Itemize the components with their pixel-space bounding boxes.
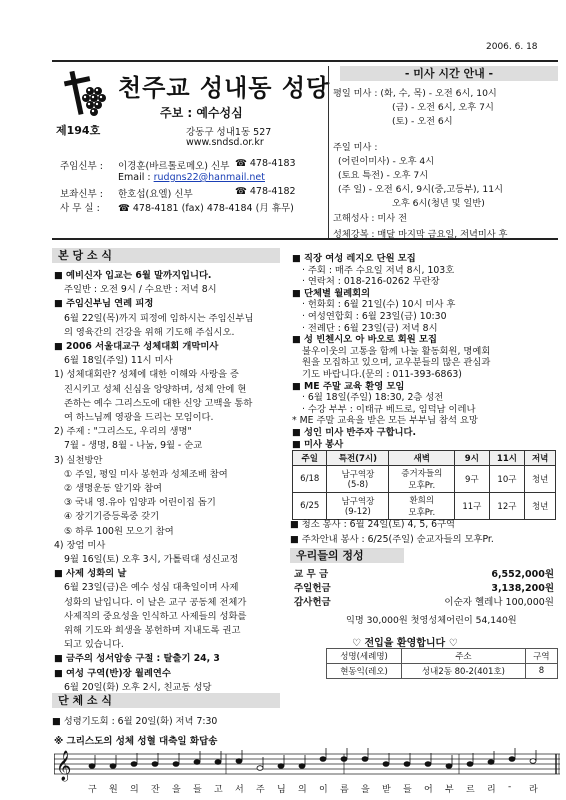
news-line: · 여성연합회 : 6월 23일(금) 10:30 xyxy=(302,311,447,322)
service-row xyxy=(293,466,556,493)
news-line: ■ 성 빈첸시오 아 바오로 회원 모집 xyxy=(292,334,437,346)
mass-time-line: 오후 6시(청년 및 일반) xyxy=(392,198,485,209)
mass-time-line: (토) - 오전 6시 xyxy=(392,116,453,127)
music-note-icon xyxy=(215,760,221,765)
welcome-header-cell: 주소 xyxy=(402,649,526,664)
offering-label: 주일헌금 xyxy=(294,583,331,594)
news-line: ■ 금주의 성서암송 구절 : 탈출기 24, 3 xyxy=(54,653,220,665)
offering-value: 6,552,000원 xyxy=(491,569,554,580)
news-line: ■ 단체별 월례회의 xyxy=(292,287,371,299)
lyric-syllable: 어 xyxy=(424,785,433,795)
welcome-title: ♡ 전입을 환영합니다 ♡ xyxy=(352,638,458,649)
lyric-syllable: 고 xyxy=(214,785,223,795)
cleaning-service: ■ 청소 봉사 : 6월 24일(토) 4, 5, 6구역 xyxy=(290,519,456,530)
lyric-syllable: 들 xyxy=(403,785,412,795)
news-line: ■ 여성 구역(반)장 월례연수 xyxy=(54,667,171,679)
offering-label: 감사헌금 xyxy=(294,597,331,608)
service-cell: 6/18 xyxy=(293,466,327,493)
music-note-icon xyxy=(236,759,242,764)
welcome-table xyxy=(326,648,558,679)
parish-address: 강동구 성내1동 527 xyxy=(186,127,272,138)
music-note-icon xyxy=(89,764,95,769)
assistant-row xyxy=(60,186,296,200)
music-note-icon xyxy=(446,764,452,769)
offering-header: 우리들의 정성 xyxy=(290,548,404,563)
offering-row xyxy=(292,566,556,580)
service-header-cell: 9시 xyxy=(455,451,489,466)
pastor-row xyxy=(60,158,296,172)
lyric-syllable: 을 xyxy=(172,785,181,795)
news-line: ① 주일, 평일 미사 봉헌과 성체조배 참여 xyxy=(64,468,228,480)
welcome-cell: 현동익(레오) xyxy=(327,664,402,679)
news-line: * ME 주말 교육을 받은 모든 부부님 참석 요망 xyxy=(292,415,478,427)
service-header-cell: 저녁 xyxy=(525,451,556,466)
email-row xyxy=(118,172,265,183)
lyric-syllable: 원 xyxy=(109,785,118,795)
music-note-icon xyxy=(194,760,200,765)
mass-time-line: 평일 미사 : (화, 수, 목) - 오전 6시, 10시 xyxy=(333,88,497,99)
offering-value: 3,138,200원 xyxy=(491,583,554,594)
news-line: ■ 직장 여성 레지오 단원 모집 xyxy=(292,253,416,264)
lyric-syllable: - xyxy=(508,782,512,792)
office-label: 사 무 실 : xyxy=(60,203,100,214)
lyric-syllable: 르 xyxy=(466,785,475,795)
offering-label: 교 무 금 xyxy=(294,569,329,580)
mass-time-line: (토요 특전) - 오후 7시 xyxy=(338,170,429,181)
service-header-cell: 11시 xyxy=(489,451,525,466)
mass-time-line: 주일 미사 : xyxy=(333,142,378,153)
offering-table xyxy=(292,566,556,608)
news-line: 존하는 예수 그리스도에 대한 신앙 고백을 통하 xyxy=(64,397,253,409)
music-note-icon xyxy=(110,764,116,769)
service-cell: 12구 xyxy=(489,493,525,520)
lyric-syllable: 이 xyxy=(319,785,328,795)
service-cell: 남구역장 (5-8) xyxy=(327,466,389,493)
header-rule-bottom xyxy=(52,238,558,240)
pastor-name: 이경훈(바르톨로메오) 신부 xyxy=(118,161,230,172)
parking-service: ■ 주차안내 봉사 : 6/25(주일) 순교자들의 모후Pr. xyxy=(290,534,494,545)
news-line: 사제직의 중요성을 인식하고 사제들의 성화를 xyxy=(64,610,247,622)
lyric-syllable: 받 xyxy=(382,785,391,795)
anonymous-offerings: 익명 30,000원 첫영성체어린이 54,140원 xyxy=(346,615,517,626)
news-line: 여 하느님께 영광을 드리는 모임이다. xyxy=(64,412,214,423)
news-line: · 주회 : 매주 수요일 저녁 8시, 103호 xyxy=(302,264,455,276)
email-link[interactable]: rudgns22@hanmail.net xyxy=(153,172,265,183)
mass-time-line: (어린이미사) - 오후 4시 xyxy=(338,156,435,167)
news-line: 6월 18일(주일) 11시 미사 xyxy=(64,355,173,367)
offering-row xyxy=(292,594,556,608)
music-note-icon xyxy=(131,762,137,767)
service-cell: 남구역장 (9-12) xyxy=(327,493,389,520)
news-line: 4) 장엄 미사 xyxy=(54,539,106,551)
music-note-icon xyxy=(383,762,389,767)
music-note-icon xyxy=(467,762,473,767)
service-header-cell: 새벽 xyxy=(389,451,455,466)
music-note-icon xyxy=(362,757,368,762)
welcome-header-cell: 성명(세례명) xyxy=(327,649,402,664)
news-line: 주일반 : 오전 9시 / 수요반 : 저녁 8시 xyxy=(64,284,217,296)
lyric-syllable: 구 xyxy=(88,785,97,795)
lyric-syllable: 들 xyxy=(193,785,202,795)
news-line: 6월 20일(화) 오후 2시, 친교동 성당 xyxy=(64,681,212,693)
music-note-icon xyxy=(509,757,515,762)
news-line: ■ 사제 성화의 날 xyxy=(54,568,127,580)
music-note-icon xyxy=(530,759,536,764)
mass-time-line: 고해성사 : 미사 전 xyxy=(333,213,407,224)
service-cell: 청년 xyxy=(525,493,556,520)
service-cell: 9구 xyxy=(455,466,489,493)
service-cell: 10구 xyxy=(489,466,525,493)
news-line: ■ ME 주말 교육 환영 모임 xyxy=(292,380,405,392)
music-note-icon xyxy=(341,757,347,762)
mass-time-line: (금) - 오전 6시, 오후 7시 xyxy=(392,102,494,113)
mass-time-line: 성체강복 : 매달 마지막 금요일, 저녁미사 후 xyxy=(333,229,508,240)
news-line: · 수강 부부 : 이태규 베드로, 임덕남 이레나 xyxy=(302,403,476,415)
news-line: · 전례단 : 6월 23일(금) 저녁 8시 xyxy=(302,322,438,334)
news-line: ③ 국내 영.유아 입양과 어린이집 돕기 xyxy=(64,497,216,509)
psalm-title: ※ 그리스도의 성체 성혈 대축일 화답송 xyxy=(54,736,218,747)
lyric-syllable: 름 xyxy=(340,785,349,795)
news-line: 의 영육간의 건강을 위해 기도해 주십시오. xyxy=(64,326,235,338)
office-row xyxy=(60,200,294,214)
news-line: ⑤ 하루 100원 모으기 참여 xyxy=(64,525,174,537)
welcome-cell: 성내2동 80-2(401호) xyxy=(402,664,526,679)
news-line: 원을 모집하고 있으며, 교우분들의 많은 관심과 xyxy=(302,357,491,369)
news-line: ② 생명운동 알기와 참여 xyxy=(64,483,163,494)
mass-times-title: - 미사 시간 안내 - xyxy=(340,66,558,81)
service-header-cell: 특전(7시) xyxy=(327,451,389,466)
service-cell: 증거자들의 모후Pr. xyxy=(389,466,455,493)
parish-news-header: 본 당 소 식 xyxy=(52,248,280,263)
parish-website[interactable]: www.sndsd.or.kr xyxy=(186,137,264,148)
news-line: 되고 있습니다. xyxy=(64,639,124,651)
music-note-icon xyxy=(278,764,284,769)
assistant-phone: ☎ 478-4182 xyxy=(235,186,296,197)
offering-value: 이순자 헬레나 100,000원 xyxy=(444,597,554,608)
lyric-syllable: 리 xyxy=(487,785,496,795)
treble-clef-icon: 𝄞 xyxy=(56,751,72,781)
service-cell: 11구 xyxy=(455,493,489,520)
lyric-syllable: 의 xyxy=(298,785,307,795)
news-line: · 6월 18일(주일) 18:30, 2층 성전 xyxy=(302,392,444,404)
group-news-item: ■ 성령기도회 : 6월 20일(화) 저녁 7:30 xyxy=(52,716,218,727)
header-rule-top xyxy=(52,60,558,62)
offering-row xyxy=(292,580,556,594)
news-line: ■ 예비신자 입교는 6월 말까지입니다. xyxy=(54,270,212,281)
music-note-icon xyxy=(257,766,263,771)
music-note-icon xyxy=(299,764,305,769)
service-cell: 6/25 xyxy=(293,493,327,520)
service-cell: 환희의 모후Pr. xyxy=(389,493,455,520)
music-note-icon xyxy=(152,762,158,767)
lyric-syllable: 서 xyxy=(235,785,244,795)
welcome-cell: 8 xyxy=(525,664,557,679)
welcome-row xyxy=(327,664,558,679)
news-line: 진시키고 성체 신심을 앙양하며, 성체 안에 현 xyxy=(64,383,247,395)
news-line: · 연락처 : 018-216-0262 무란장 xyxy=(302,276,440,288)
parish-title: 천주교 성내동 성당 xyxy=(118,74,331,102)
welcome-header-cell: 구역 xyxy=(525,649,557,664)
news-line: ■ 주임신부님 연례 피정 xyxy=(54,298,154,310)
news-line: 6월 23일(금)은 예수 성심 대축일이며 사제 xyxy=(64,582,239,594)
news-line: 성화의 날입니다. 이 날은 교구 공동체 전체가 xyxy=(64,596,247,608)
issue-date: 2006. 6. 18 xyxy=(486,42,538,52)
assistant-label: 보좌신부 : xyxy=(60,189,103,200)
news-line: ■ 성인 미사 반주자 구합니다. xyxy=(292,427,417,438)
group-news-header: 단 체 소 식 xyxy=(52,693,280,708)
news-line: · 헌화회 : 6월 21일(수) 10시 미사 후 xyxy=(302,299,456,311)
mass-service-table xyxy=(292,450,556,520)
mass-time-line: (주 일) - 오전 6시, 9시(중,고등부), 11시 xyxy=(338,184,503,195)
lyric-syllable: 의 xyxy=(130,785,139,795)
lyric-syllable: 님 xyxy=(277,785,286,795)
news-line: 3) 실천방안 xyxy=(54,454,103,466)
service-header-cell: 주일 xyxy=(293,451,327,466)
music-note-icon xyxy=(320,757,326,762)
news-line: 7월 - 생명, 8월 - 나눔, 9월 - 순교 xyxy=(64,440,203,452)
office-info: ☎ 478-4181 (fax) 478-4184 (月 휴무) xyxy=(118,203,294,214)
lyric-syllable: 부 xyxy=(445,785,454,795)
news-line: 6월 22일(목)까지 피정에 임하시는 주임신부님 xyxy=(64,312,254,324)
news-line: ■ 2006 서울대교구 성체대회 개막미사 xyxy=(54,341,219,352)
patron-label: 주보 : 예수성심 xyxy=(160,106,243,120)
music-note-icon xyxy=(404,762,410,767)
news-line: 1) 성체대회란? 성체에 대한 이해와 사랑을 증 xyxy=(54,369,239,381)
lyric-syllable: 을 xyxy=(361,785,370,795)
pastor-label: 주임신부 : xyxy=(60,161,103,172)
news-line: ■ 미사 봉사 xyxy=(292,438,344,450)
news-line: 불우이웃의 고통을 함께 나눌 활동회원, 명예회 xyxy=(302,345,491,357)
news-line: 위해 기도와 희생을 봉헌하며 지내도록 권고 xyxy=(64,625,241,636)
assistant-name: 한호섭(요엘) 신부 xyxy=(118,189,193,200)
music-note-icon xyxy=(425,762,431,767)
email-label: Email : xyxy=(118,172,151,183)
issue-number: 제194호 xyxy=(56,124,101,137)
news-line: ④ 장기기증등록중 갖기 xyxy=(64,511,160,523)
news-line: 9월 16일(토) 오후 3시, 가톨릭대 성신교정 xyxy=(64,554,239,565)
music-note-icon xyxy=(488,760,494,765)
pastor-phone: ☎ 478-4183 xyxy=(235,158,296,169)
lyric-syllable: 잔 xyxy=(151,785,160,795)
service-cell: 청년 xyxy=(525,466,556,493)
music-note-icon xyxy=(173,762,179,767)
lyric-syllable: 라 xyxy=(529,785,538,795)
news-line: 2) 주제 : "그리스도, 우리의 생명" xyxy=(54,426,192,438)
parish-logo-icon xyxy=(60,67,112,121)
news-line: 기도 바랍니다.(문의 : 011-393-6863) xyxy=(302,369,462,380)
lyric-syllable: 주 xyxy=(256,785,265,795)
